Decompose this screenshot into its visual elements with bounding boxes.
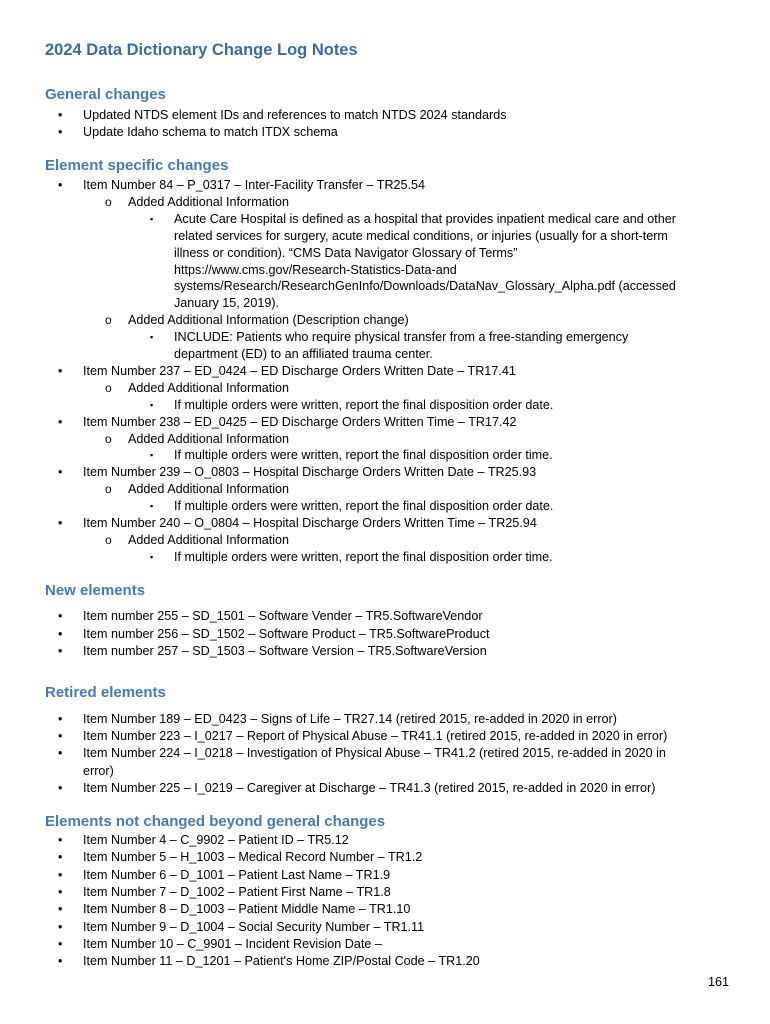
detail-bullet: ▪ [150, 450, 154, 461]
bullet: • [58, 729, 63, 744]
list-item: Item Number 10 – C_9901 – Incident Revision Date – [83, 936, 382, 951]
list-item: Item Number 8 – D_1003 – Patient Middle Name – TR1.10 [83, 902, 411, 917]
list-item: error) [83, 763, 114, 778]
section-heading-element-specific: Element specific changes [45, 157, 229, 174]
list-item: Item Number 9 – D_1004 – Social Security Number – TR1.11 [83, 919, 425, 934]
bullet: • [58, 936, 63, 951]
list-item: Item Number 238 – ED_0425 – ED Discharge Orders Written Time – TR17.42 [83, 414, 517, 429]
list-item: Item number 257 – SD_1503 – Software Version – TR5.SoftwareVersion [83, 644, 487, 658]
detail-text: https://www.cms.gov/Research-Statistics-Data-and [174, 262, 457, 277]
sub-list-item: Added Additional Information [128, 194, 290, 209]
sub-bullet: o [105, 313, 112, 328]
section-heading-general: General changes [45, 86, 166, 103]
sub-bullet: o [105, 532, 112, 547]
bullet: • [58, 746, 63, 761]
list-item: Item number 255 – SD_1501 – Software Vender – TR5.SoftwareVendor [83, 609, 483, 623]
detail-bullet: ▪ [150, 501, 154, 512]
list-item: Item Number 225 – I_0219 – Caregiver at Discharge – TR41.3 (retired 2015, re-added in 2020 in error) [83, 780, 656, 795]
detail-text: Acute Care Hospital is defined as a hospital that provides inpatient medical care and other [174, 211, 676, 226]
sub-list-item: Added Additional Information [128, 431, 290, 446]
list-item: Item Number 5 – H_1003 – Medical Record Number – TR1.2 [83, 850, 423, 865]
detail-text: If multiple orders were written, report the final disposition order date. [174, 499, 554, 514]
bullet: • [58, 465, 63, 480]
sub-list-item: Added Additional Information (Description change) [128, 313, 409, 328]
bullet: • [58, 178, 63, 192]
detail-bullet: ▪ [150, 399, 154, 410]
bullet: • [58, 609, 63, 623]
sub-bullet: o [105, 194, 112, 209]
detail-bullet: ▪ [150, 551, 154, 562]
list-item: Item Number 6 – D_1001 – Patient Last Name – TR1.9 [83, 867, 391, 882]
bullet: • [58, 108, 63, 122]
bullet: • [58, 780, 63, 795]
sub-bullet: o [105, 431, 112, 446]
sub-bullet: o [105, 380, 112, 395]
sub-bullet: o [105, 482, 112, 497]
detail-text: If multiple orders were written, report the final disposition order time. [174, 549, 553, 564]
bullet: • [58, 644, 63, 658]
bullet: • [58, 516, 63, 530]
list-item: Item Number 11 – D_1201 – Patient's Home ZIP/Postal Code – TR1.20 [83, 954, 480, 969]
list-item: Item Number 240 – O_0804 – Hospital Discharge Orders Written Time – TR25.94 [83, 516, 537, 530]
bullet: • [58, 124, 63, 139]
detail-text: If multiple orders were written, report the final disposition order date. [174, 397, 554, 412]
sub-list-item: Added Additional Information [128, 380, 290, 395]
bullet: • [58, 954, 63, 969]
document-title: 2024 Data Dictionary Change Log Notes [45, 41, 358, 59]
list-item: Item Number 189 – ED_0423 – Signs of Life – TR27.14 (retired 2015, re-added in 2020 in error) [83, 712, 617, 726]
section-heading-not-changed: Elements not changed beyond general changes [45, 813, 386, 830]
list-item: Item Number 4 – C_9902 – Patient ID – TR5.12 [83, 833, 349, 847]
detail-text: related services for surgery, acute medical conditions, or injuries (usually for a short-term [174, 228, 668, 243]
bullet: • [58, 902, 63, 917]
list-item: Update Idaho schema to match ITDX schema [83, 124, 338, 139]
list-item: Item Number 237 – ED_0424 – ED Discharge Orders Written Date – TR17.41 [83, 363, 516, 378]
list-item: Item Number 223 – I_0217 – Report of Physical Abuse – TR41.1 (retired 2015, re-added in 2020 in error) [83, 729, 668, 744]
bullet: • [58, 867, 63, 882]
bullet: • [58, 884, 63, 899]
bullet: • [58, 833, 63, 847]
detail-text: INCLUDE: Patients who require physical transfer from a free-standing emergency [174, 330, 629, 345]
detail-text: January 15, 2019). [174, 296, 280, 311]
bullet: • [58, 919, 63, 934]
sub-list-item: Added Additional Information [128, 482, 290, 497]
list-item: Updated NTDS element IDs and references to match NTDS 2024 standards [83, 108, 507, 122]
section-heading-new-elements: New elements [45, 582, 146, 599]
detail-text: If multiple orders were written, report the final disposition order time. [174, 448, 553, 463]
detail-bullet: ▪ [150, 213, 154, 224]
bullet: • [58, 626, 63, 641]
bullet: • [58, 363, 63, 378]
list-item: Item number 256 – SD_1502 – Software Product – TR5.SoftwareProduct [83, 626, 490, 641]
detail-text: systems/Research/ResearchGenInfo/Downloads/DataNav_Glossary_Alpha.pdf (accessed [174, 279, 676, 294]
detail-text: department (ED) to an affiliated trauma center. [174, 347, 433, 361]
list-item: Item Number 84 – P_0317 – Inter-Facility Transfer – TR25.54 [83, 178, 426, 192]
detail-bullet: ▪ [150, 332, 154, 343]
page-number: 161 [708, 975, 730, 989]
sub-list-item: Added Additional Information [128, 532, 290, 547]
list-item: Item Number 239 – O_0803 – Hospital Discharge Orders Written Date – TR25.93 [83, 465, 537, 480]
bullet: • [58, 414, 63, 429]
list-item: Item Number 7 – D_1002 – Patient First Name – TR1.8 [83, 884, 391, 899]
section-heading-retired: Retired elements [45, 684, 166, 701]
bullet: • [58, 712, 63, 726]
bullet: • [58, 850, 63, 865]
list-item: Item Number 224 – I_0218 – Investigation of Physical Abuse – TR41.2 (retired 2015, re-added in 2020 in [83, 746, 666, 761]
detail-text: illness or condition). “CMS Data Navigator Glossary of Terms” [174, 245, 518, 260]
